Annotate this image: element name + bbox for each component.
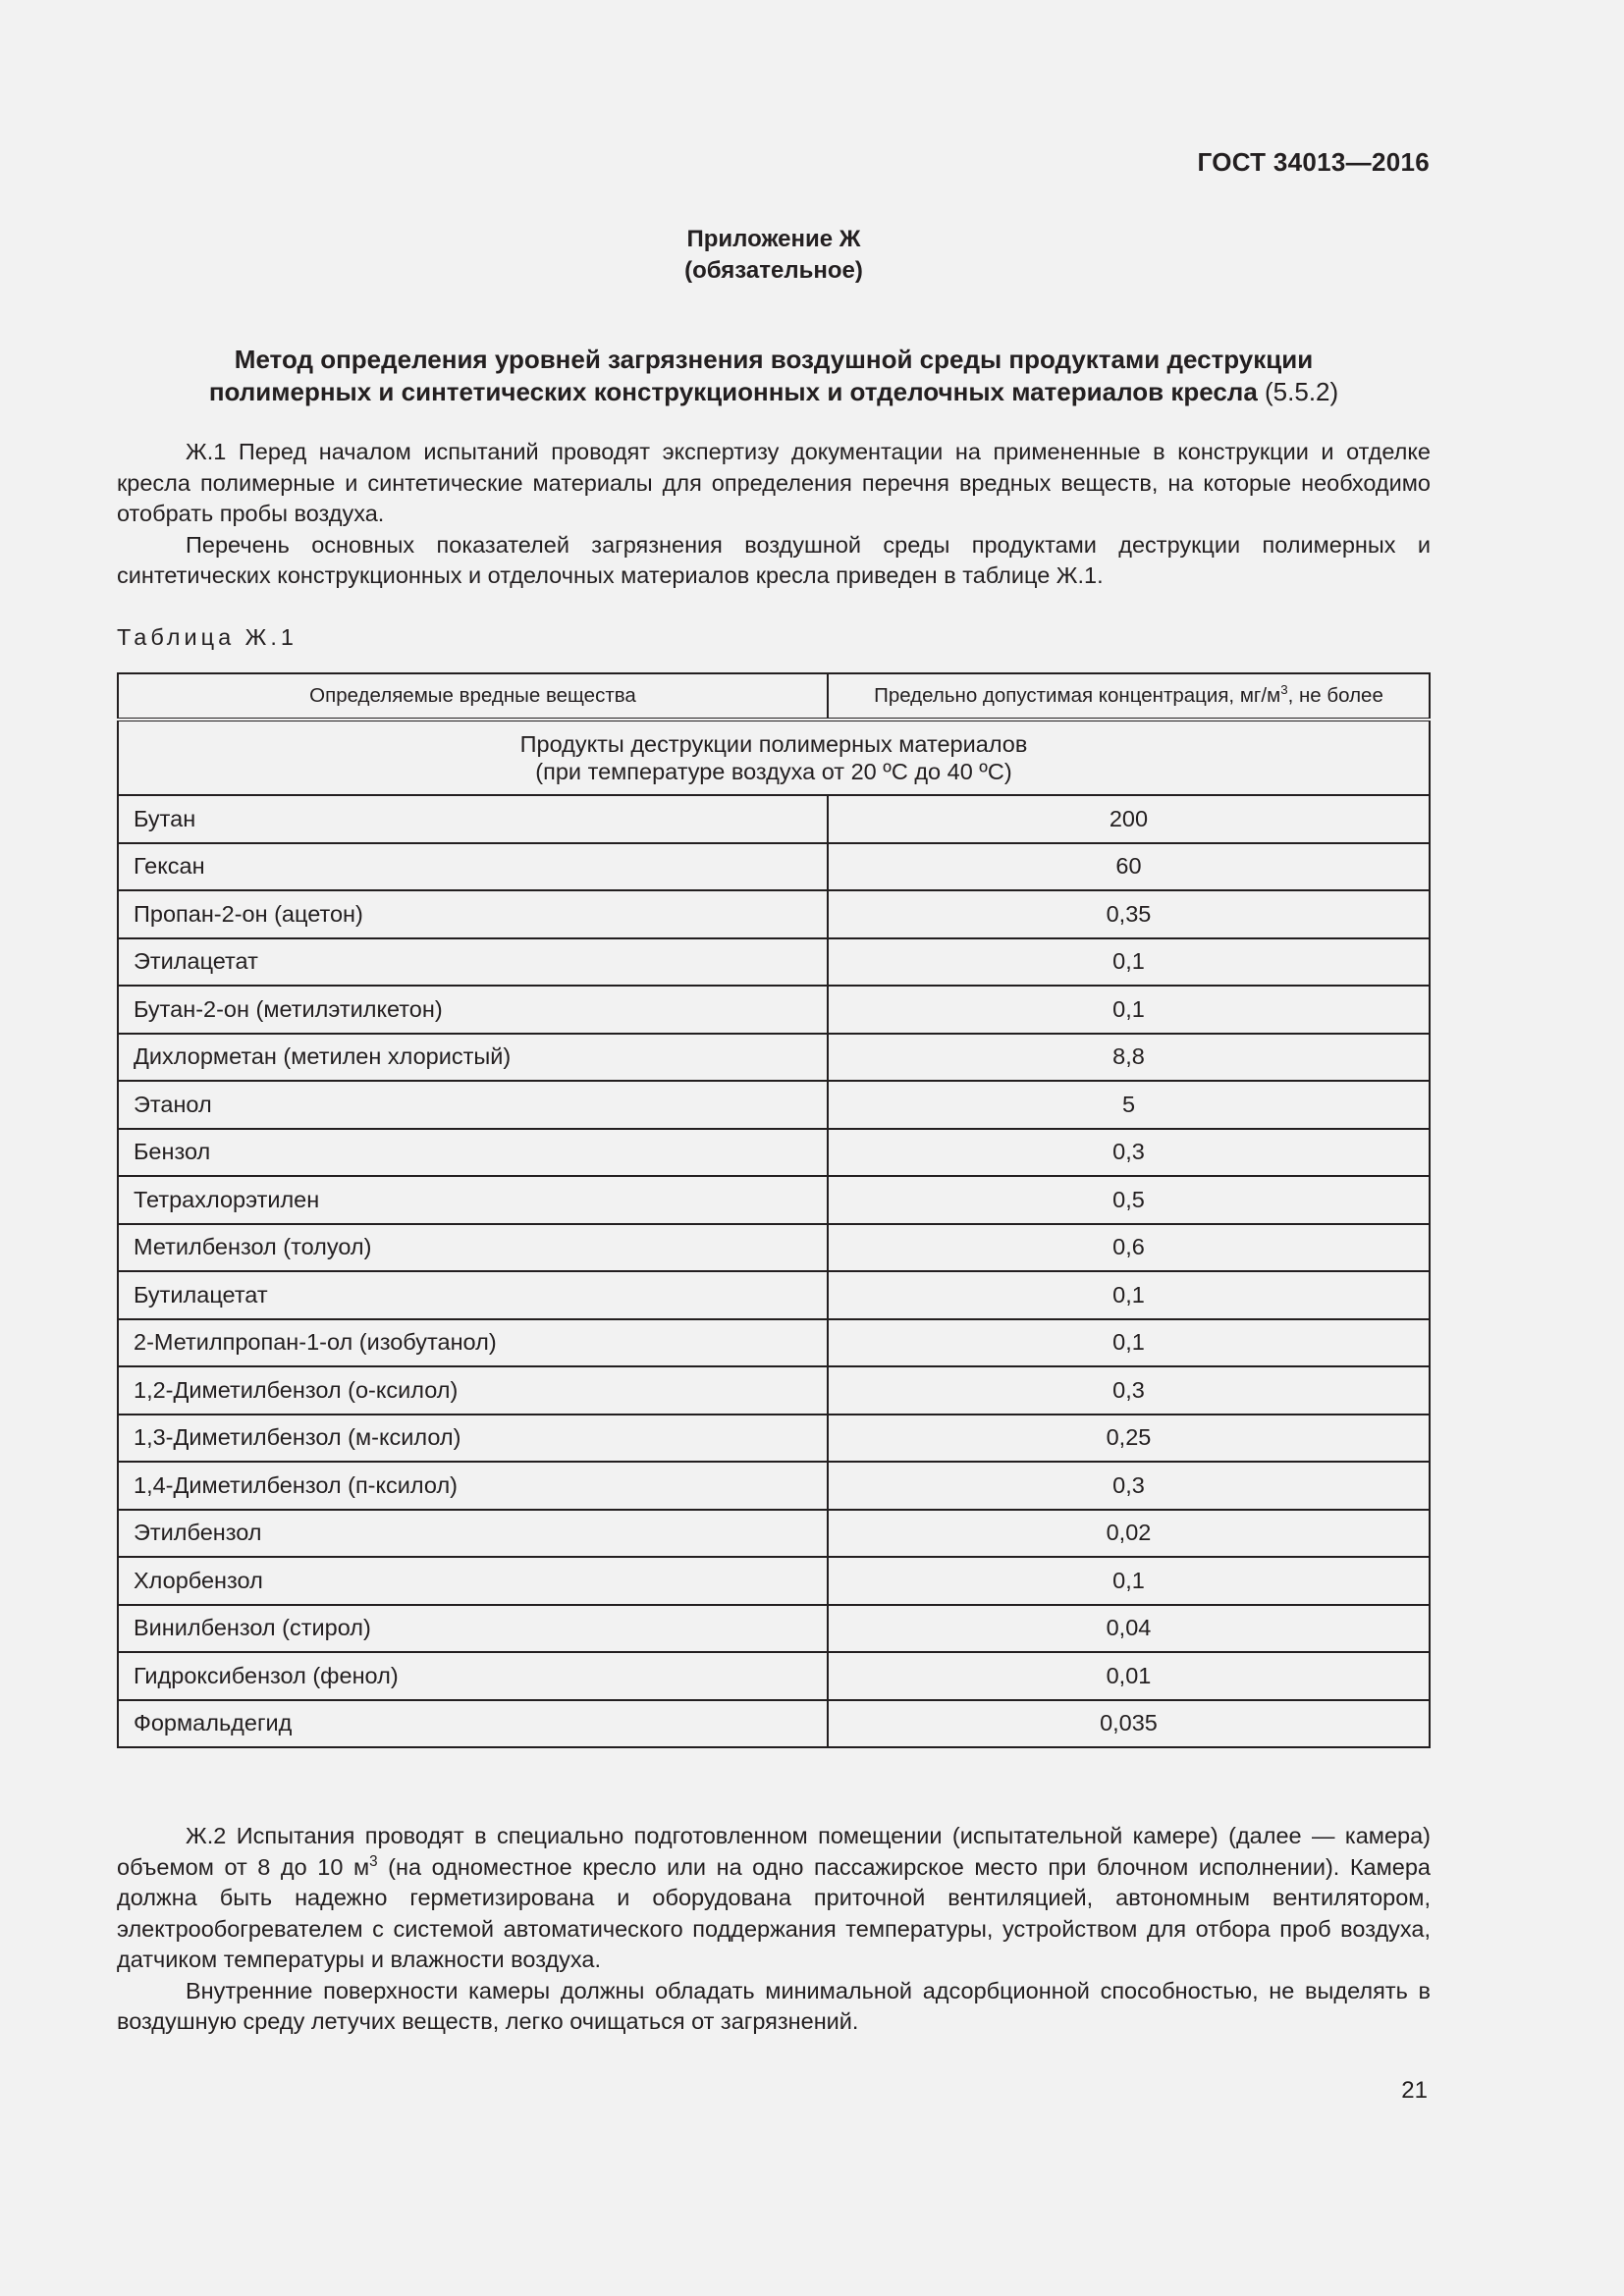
substance-name-cell: 1,4-Диметилбензол (п-ксилол) bbox=[118, 1462, 828, 1510]
concentration-value-cell: 8,8 bbox=[828, 1034, 1430, 1082]
concentration-value-cell: 0,25 bbox=[828, 1415, 1430, 1463]
group-condition: (при температуре воздуха от 20 ºС до 40 ºС) bbox=[535, 759, 1012, 784]
concentration-value-cell: 0,5 bbox=[828, 1176, 1430, 1224]
substance-name-cell: Винилбензол (стирол) bbox=[118, 1605, 828, 1653]
appendix-heading bbox=[0, 224, 1547, 287]
group-title: Продукты деструкции полимерных материалов bbox=[519, 731, 1028, 757]
substance-name-cell: Бутилацетат bbox=[118, 1271, 828, 1319]
table-row bbox=[118, 843, 1430, 891]
concentration-value-cell: 0,1 bbox=[828, 1271, 1430, 1319]
concentration-value-cell: 0,35 bbox=[828, 890, 1430, 938]
table-row bbox=[118, 938, 1430, 987]
table-row bbox=[118, 1605, 1430, 1653]
substance-name-cell: Бутан-2-он (метилэтилкетон) bbox=[118, 986, 828, 1034]
group-header-cell bbox=[118, 720, 1430, 795]
table-row bbox=[118, 1224, 1430, 1272]
table-row bbox=[118, 1271, 1430, 1319]
column-header-concentration-suffix: , не более bbox=[1287, 684, 1383, 707]
substance-name-cell: Этанол bbox=[118, 1081, 828, 1129]
title-line-2-text: полимерных и синтетических конструкционных и отделочных материалов кресла bbox=[208, 377, 1258, 406]
column-header-concentration-text: Предельно допустимая концентрация, мг/м bbox=[874, 684, 1281, 707]
table-row bbox=[118, 1700, 1430, 1748]
title-reference: (5.5.2) bbox=[1257, 377, 1339, 406]
concentration-value-cell: 0,01 bbox=[828, 1652, 1430, 1700]
table-row bbox=[118, 1652, 1430, 1700]
substance-name-cell: Гексан bbox=[118, 843, 828, 891]
intro-paragraph-2: Перечень основных показателей загрязнения воздушной среды продуктами деструкции полимерных и синтетических конструкционных и отделочных материалов кресла приведен в таблице Ж.1. bbox=[117, 531, 1431, 588]
substance-name-cell: Формальдегид bbox=[118, 1700, 828, 1748]
substance-name-cell: Бензол bbox=[118, 1129, 828, 1177]
concentration-value-cell: 200 bbox=[828, 795, 1430, 843]
table-row bbox=[118, 1366, 1430, 1415]
substance-name-cell: Бутан bbox=[118, 795, 828, 843]
table-row bbox=[118, 1081, 1430, 1129]
table-caption: Таблица Ж.1 bbox=[117, 624, 298, 650]
section-2-paragraph-1-text: Ж.2 Испытания проводят в специально подготовленном помещении (испытательной камере) (далее — камера) объемом от 8 до 10 м bbox=[117, 1823, 1431, 1880]
title-line-2 bbox=[117, 376, 1431, 408]
table-row bbox=[118, 1510, 1430, 1558]
substance-name-cell: Дихлорметан (метилен хлористый) bbox=[118, 1034, 828, 1082]
table-group-row bbox=[118, 720, 1430, 795]
document-code: ГОСТ 34013—2016 bbox=[1197, 147, 1430, 177]
substances-table bbox=[117, 672, 1431, 1748]
column-header-unit-superscript: 3 bbox=[1280, 682, 1288, 698]
appendix-status: (обязательное) bbox=[684, 257, 863, 284]
column-header-concentration bbox=[828, 673, 1430, 720]
table-row bbox=[118, 795, 1430, 843]
intro-section bbox=[117, 437, 1431, 592]
concentration-value-cell: 5 bbox=[828, 1081, 1430, 1129]
concentration-value-cell: 0,1 bbox=[828, 1319, 1430, 1367]
substance-name-cell: 1,3-Диметилбензол (м-ксилол) bbox=[118, 1415, 828, 1463]
concentration-value-cell: 60 bbox=[828, 843, 1430, 891]
substance-name-cell: Хлорбензол bbox=[118, 1557, 828, 1605]
table-row bbox=[118, 1176, 1430, 1224]
title-line-1: Метод определения уровней загрязнения воздушной среды продуктами деструкции bbox=[234, 345, 1314, 374]
concentration-value-cell: 0,02 bbox=[828, 1510, 1430, 1558]
column-header-substance: Определяемые вредные вещества bbox=[118, 673, 828, 720]
table-row bbox=[118, 1462, 1430, 1510]
substance-name-cell: Этилацетат bbox=[118, 938, 828, 987]
concentration-value-cell: 0,1 bbox=[828, 986, 1430, 1034]
table-row bbox=[118, 986, 1430, 1034]
concentration-value-cell: 0,04 bbox=[828, 1605, 1430, 1653]
appendix-title bbox=[117, 344, 1431, 408]
concentration-value-cell: 0,6 bbox=[828, 1224, 1430, 1272]
concentration-value-cell: 0,3 bbox=[828, 1129, 1430, 1177]
section-2 bbox=[117, 1821, 1431, 2038]
concentration-value-cell: 0,3 bbox=[828, 1366, 1430, 1415]
concentration-value-cell: 0,035 bbox=[828, 1700, 1430, 1748]
table-row bbox=[118, 890, 1430, 938]
section-2-paragraph-1 bbox=[117, 1821, 1431, 1976]
table-row bbox=[118, 1557, 1430, 1605]
substance-name-cell: 2-Метилпропан-1-ол (изобутанол) bbox=[118, 1319, 828, 1367]
substance-name-cell: Пропан-2-он (ацетон) bbox=[118, 890, 828, 938]
table-row bbox=[118, 1415, 1430, 1463]
substance-name-cell: Этилбензол bbox=[118, 1510, 828, 1558]
substance-name-cell: Гидроксибензол (фенол) bbox=[118, 1652, 828, 1700]
substance-name-cell: Тетрахлорэтилен bbox=[118, 1176, 828, 1224]
table-header-row bbox=[118, 673, 1430, 720]
intro-paragraph-1: Ж.1 Перед началом испытаний проводят экспертизу документации на примененные в конструкции и отделке кресла полимерные и синтетические материалы для определения перечня вредных веществ, на которые необходимо отобрать пробы воздуха. bbox=[117, 439, 1431, 526]
table-body bbox=[118, 720, 1430, 1747]
table-row bbox=[118, 1034, 1430, 1082]
page-number: 21 bbox=[1401, 2077, 1428, 2104]
section-2-paragraph-1-continued: (на одноместное кресло или на одно пассажирское место при блочном исполнении). Камера должна быть надежно герметизирована и оборудована приточной вентиляцией, автономным вентилятором, электрообогревателем с системой автоматического поддержания температуры, устройством для отбора проб воздуха, датчиком температуры и влажности воздуха. bbox=[117, 1853, 1431, 1972]
concentration-value-cell: 0,1 bbox=[828, 1557, 1430, 1605]
table-row bbox=[118, 1129, 1430, 1177]
substance-name-cell: 1,2-Диметилбензол (о-ксилол) bbox=[118, 1366, 828, 1415]
concentration-value-cell: 0,3 bbox=[828, 1462, 1430, 1510]
volume-unit-superscript: 3 bbox=[369, 1852, 378, 1870]
section-2-paragraph-2: Внутренние поверхности камеры должны обладать минимальной адсорбционной способностью, не выделять в воздушную среду летучих веществ, легко очищаться от загрязнений. bbox=[117, 1977, 1431, 2034]
substance-name-cell: Метилбензол (толуол) bbox=[118, 1224, 828, 1272]
appendix-label: Приложение Ж bbox=[686, 226, 861, 252]
concentration-value-cell: 0,1 bbox=[828, 938, 1430, 987]
table-row bbox=[118, 1319, 1430, 1367]
